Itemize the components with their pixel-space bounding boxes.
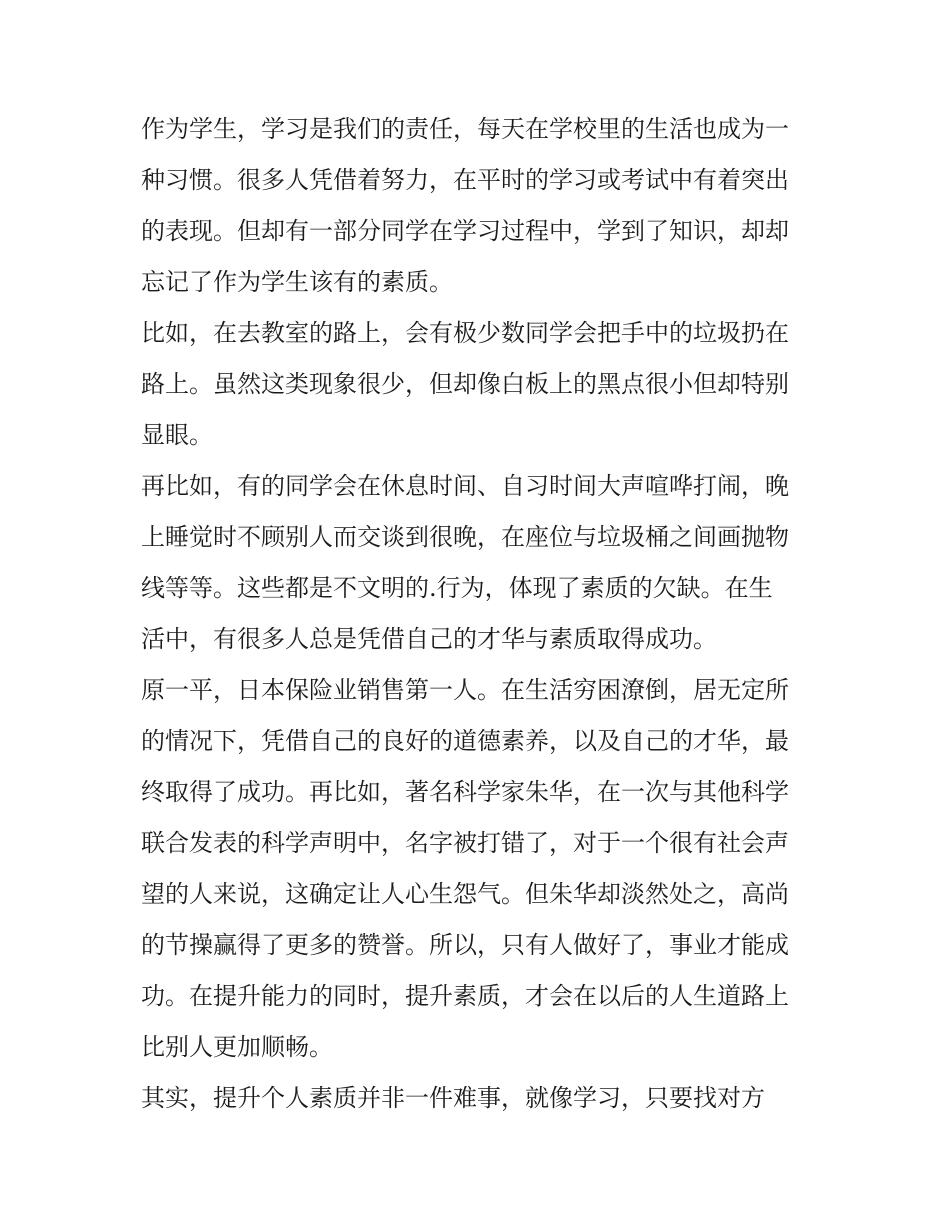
paragraph-5 (141, 1073, 821, 1124)
paragraph-2 (141, 308, 821, 461)
text-line: 种习惯。很多人凭借着努力，在平时的学习或考试中有着突出 (141, 166, 789, 194)
text-line: 比如，在去教室的路上，会有极少数同学会把手中的垃圾扔在 (141, 319, 789, 347)
text-line: 的情况下，凭借自己的良好的道德素养，以及自己的才华，最 (141, 727, 789, 755)
paragraph-3 (141, 461, 821, 665)
text-line: 线等等。这些都是不文明的.行为，体现了素质的欠缺。在生 (141, 574, 773, 602)
text-line: 的节操赢得了更多的赞誉。所以，只有人做好了，事业才能成 (141, 931, 789, 959)
paragraph-4 (141, 665, 821, 1073)
text-line: 功。在提升能力的同时，提升素质，才会在以后的人生道路上 (141, 982, 789, 1010)
text-line: 显眼。 (141, 421, 213, 449)
text-line: 作为学生，学习是我们的责任，每天在学校里的生活也成为一 (141, 115, 789, 143)
text-line: 其实，提升个人素质并非一件难事，就像学习，只要找对方 (141, 1084, 765, 1112)
text-line: 忘记了作为学生该有的素质。 (141, 268, 453, 296)
document-body (141, 104, 821, 1124)
text-line: 的表现。但却有一部分同学在学习过程中，学到了知识，却却 (141, 217, 789, 245)
paragraph-1 (141, 104, 821, 308)
text-line: 路上。虽然这类现象很少，但却像白板上的黑点很小但却特别 (141, 370, 789, 398)
text-line: 终取得了成功。再比如，著名科学家朱华，在一次与其他科学 (141, 778, 789, 806)
text-line: 活中，有很多人总是凭借自己的才华与素质取得成功。 (141, 625, 717, 653)
text-line: 原一平，日本保险业销售第一人。在生活穷困潦倒，居无定所 (141, 676, 789, 704)
text-line: 再比如，有的同学会在休息时间、自习时间大声喧哗打闹，晚 (141, 472, 789, 500)
text-line: 比别人更加顺畅。 (141, 1033, 333, 1061)
text-line: 上睡觉时不顾别人而交谈到很晚，在座位与垃圾桶之间画抛物 (141, 523, 789, 551)
text-line: 望的人来说，这确定让人心生怨气。但朱华却淡然处之，高尚 (141, 880, 789, 908)
text-line: 联合发表的科学声明中，名字被打错了，对于一个很有社会声 (141, 829, 789, 857)
